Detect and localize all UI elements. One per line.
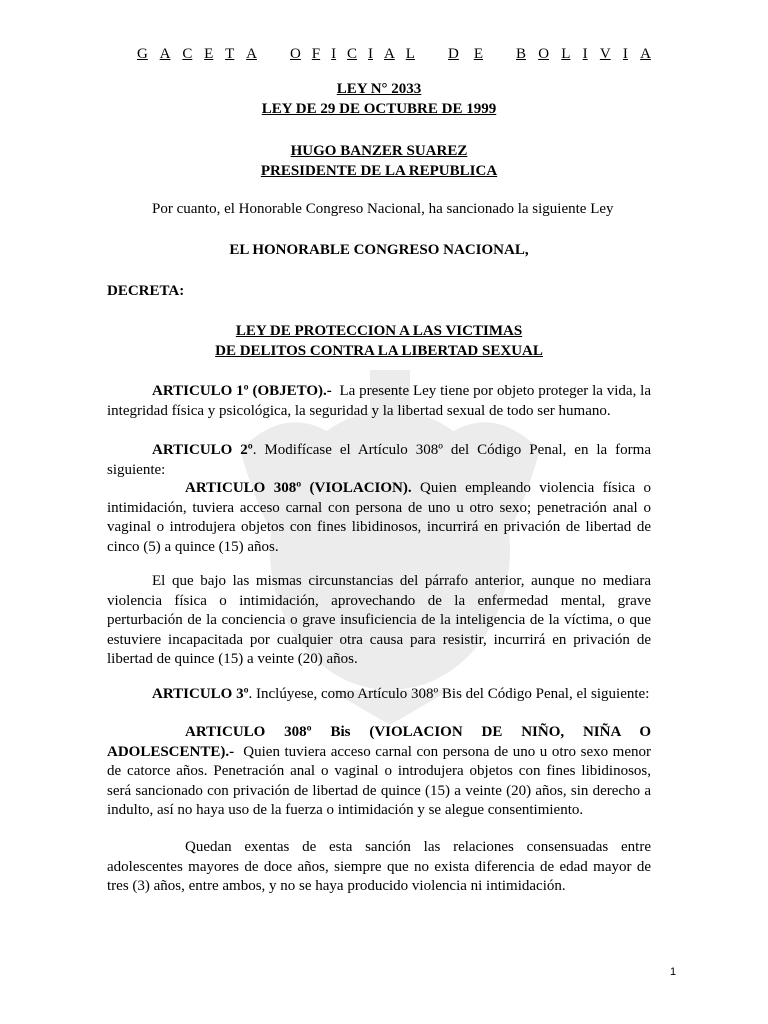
preamble: Por cuanto, el Honorable Congreso Nacional, ha sancionado la siguiente Ley <box>152 201 614 217</box>
article-308-bis <box>107 723 651 821</box>
article-2 <box>107 441 651 480</box>
president-name: HUGO BANZER SUAREZ <box>290 143 468 159</box>
article-308-paragraph-2-text: El que bajo las mismas circunstancias del párrafo anterior, aunque no mediara violencia física o intimidación, aprovechando de la enfermedad mental, grave perturbación de la conciencia o grave insuficiencia de la inteligencia de la víctima, o que estuviere incapacitada por cualquier otra causa para resistir, incurrirá en privación de libertad de quince (15) a veinte (20) años. <box>107 573 651 667</box>
law-title-line1: LEY DE PROTECCION A LAS VICTIMAS <box>235 323 523 339</box>
law-date: LEY DE 29 DE OCTUBRE DE 1999 <box>261 101 497 117</box>
article-1 <box>107 382 651 421</box>
gazette-header <box>137 45 651 65</box>
gazette-word: G A C E T A <box>137 46 257 62</box>
page-number: 1 <box>670 966 677 978</box>
president-title: PRESIDENTE DE LA REPUBLICA <box>260 163 498 179</box>
law-number: LEY N° 2033 <box>336 81 422 97</box>
article-2-text: . Modifícase el Artículo 308º del Código Penal, en la forma siguiente: <box>107 442 651 478</box>
gazette-word: D E <box>448 46 483 62</box>
article-3-heading: ARTICULO 3º <box>152 686 249 702</box>
gazette-word: O F I C I A L <box>290 46 415 62</box>
article-308-bis-paragraph-2 <box>107 838 651 897</box>
article-1-text: La presente Ley tiene por objeto proteger la vida, la integridad física y psicológica, la seguridad y la libertad sexual de todo ser humano. <box>107 383 652 419</box>
article-308-paragraph-2 <box>107 572 651 670</box>
article-308-bis-paragraph-2-text: Quedan exentas de esta sanción las relaciones consensuadas entre adolescentes mayores de doce años, siempre que no exista diferencia de edad mayor de tres (3) años, entre ambos, y no se haya producido violencia ni intimidación. <box>107 839 651 894</box>
article-308-text: Quien empleando violencia física o intimidación, tuviera acceso carnal con persona de uno u otro sexo; penetración anal o vaginal o introdujera objetos con fines libidinosos, incurrirá en privación de libertad de cinco (5) a quince (15) años. <box>107 480 652 555</box>
article-2-heading: ARTICULO 2º <box>152 442 253 458</box>
congress-heading: EL HONORABLE CONGRESO NACIONAL, <box>229 242 529 258</box>
article-3 <box>107 685 651 705</box>
article-308-bis-text: Quien tuviera acceso carnal con persona de uno u otro sexo menor de catorce años. Penetración anal o vaginal o introdujera objetos con fines libidinosos, será sancionado con privación de libertad de quince (15) a veinte (20) años, sin derecho a indulto, así no haya uso de la fuerza o intimidación y se alegue consentimiento. <box>107 743 652 818</box>
law-title-line2: DE DELITOS CONTRA LA LIBERTAD SEXUAL <box>215 343 543 359</box>
article-308 <box>107 479 651 557</box>
article-3-text: . Inclúyese, como Artículo 308º Bis del Código Penal, el siguiente: <box>248 686 650 702</box>
gazette-word: B O L I V I A <box>516 46 651 62</box>
decree-heading: DECRETA: <box>107 283 185 299</box>
article-1-heading: ARTICULO 1º (OBJETO).- <box>152 383 332 399</box>
article-308-bis-heading: ARTICULO 308º Bis (VIOLACION DE NIÑO, NIÑA O ADOLESCENTE).- <box>107 724 651 760</box>
article-308-heading: ARTICULO 308º (VIOLACION). <box>185 480 412 496</box>
